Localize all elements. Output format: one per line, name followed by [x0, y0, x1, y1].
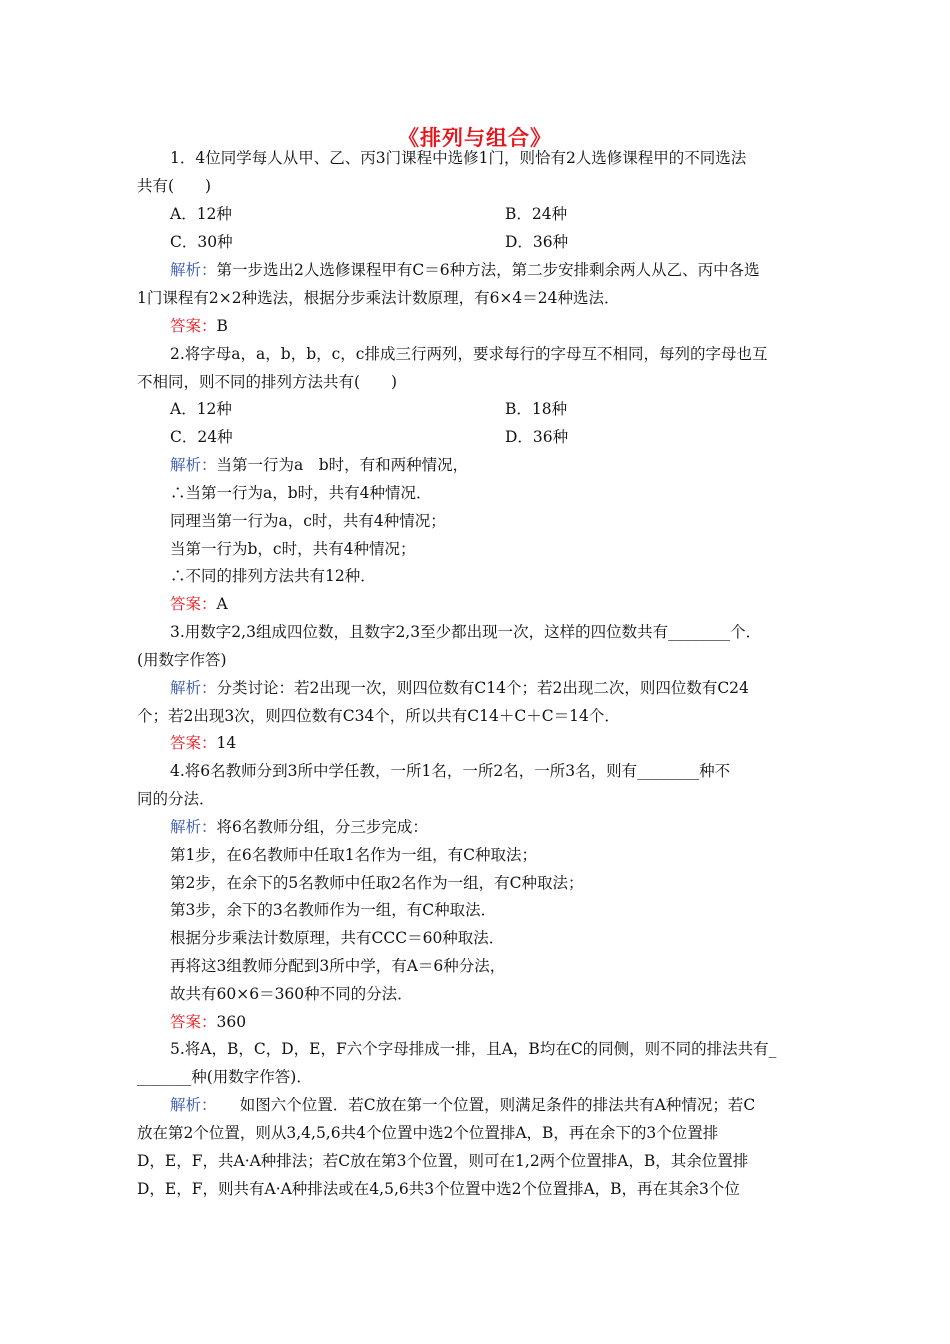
- analysis-text: 第一步选出2人选修课程甲有C＝6种方法，第二步安排剩余两人从乙、丙中各选: [216, 261, 760, 279]
- q2-stem-line-1: 2.将字母a，a，b，b，c，c排成三行两列，要求每行的字母互不相同，每列的字母也互: [170, 345, 768, 363]
- analysis-text: 将6名教师分组，分三步完成：: [216, 818, 428, 836]
- q2-analysis-line-3: 同理当第一行为a，c时，共有4种情况；: [170, 512, 446, 530]
- q2-analysis-line-1: [170, 455, 468, 475]
- q5-analysis-line-2: 放在第2个位置，则从3,4,5,6共4个位置中选2个位置排A，B，再在余下的3个位置排: [137, 1124, 719, 1142]
- q1-option-d: D．36种: [505, 233, 569, 251]
- analysis-label: 解析：: [170, 679, 217, 697]
- analysis-text: 如图六个位置．若C放在第一个位置，则满足条件的排法共有A种情况；若C: [208, 1096, 756, 1114]
- q2-option-d: D．36种: [505, 428, 569, 446]
- q4-analysis-line-6: 再将这3组教师分配到3所中学，有A＝6种分法，: [170, 957, 506, 975]
- analysis-label: 解析：: [170, 261, 217, 279]
- q5-analysis-line-3: D，E，F，共A·A种排法；若C放在第3个位置，则可在1,2两个位置排A，B，其余位置排: [137, 1152, 749, 1170]
- q3-analysis-line-1: [170, 678, 749, 698]
- page-title: 《排列与组合》: [398, 125, 552, 150]
- q5-analysis-line-4: D，E，F，则共有A·A种排法或在4,5,6共3个位置中选2个位置排A，B，再在其余3个位: [137, 1180, 740, 1198]
- q2-option-a: A．12种: [170, 400, 232, 418]
- analysis-label: 解析：: [170, 456, 217, 474]
- q4-analysis-line-7: 故共有60×6＝360种不同的分法．: [170, 985, 413, 1003]
- q2-answer: [170, 594, 228, 614]
- analysis-label: 解析：: [170, 1096, 209, 1114]
- q4-stem-line-2: 同的分法．: [137, 790, 215, 808]
- q2-option-b: B．18种: [505, 400, 568, 418]
- q3-answer: [170, 733, 236, 753]
- answer-label: 答案：: [170, 595, 217, 613]
- analysis-text: 分类讨论：若2出现一次，则四位数有C14个；若2出现二次，则四位数有C24: [216, 679, 749, 697]
- q1-stem-line-2: 共有( ): [137, 177, 212, 195]
- q2-stem-line-2: 不相同，则不同的排列方法共有( ): [137, 373, 398, 391]
- q4-analysis-line-2: 第1步，在6名教师中任取1名作为一组，有C种取法；: [170, 846, 537, 864]
- q4-analysis-line-1: [170, 817, 428, 837]
- q1-option-c: C．30种: [170, 233, 233, 251]
- answer-value: 360: [216, 1013, 247, 1031]
- q1-analysis-line-1: [170, 260, 760, 280]
- answer-value: B: [216, 317, 228, 335]
- q2-analysis-line-4: 当第一行为b，c时，共有4种情况；: [170, 540, 416, 558]
- answer-label: 答案：: [170, 1013, 217, 1031]
- q4-analysis-line-4: 第3步，余下的3名教师作为一组，有C种取法．: [170, 901, 497, 919]
- q4-answer: [170, 1012, 246, 1032]
- q2-analysis-line-2: ∴当第一行为a，b时，共有4种情况．: [170, 484, 432, 502]
- q1-option-b: B．24种: [505, 205, 568, 223]
- analysis-label: 解析：: [170, 818, 217, 836]
- q4-analysis-line-3: 第2步，在余下的5名教师中任取2名作为一组，有C种取法；: [170, 874, 584, 892]
- answer-value: A: [216, 595, 228, 613]
- q1-option-a: A．12种: [170, 205, 232, 223]
- q2-option-c: C．24种: [170, 428, 233, 446]
- q5-analysis-line-1: [170, 1095, 755, 1115]
- q5-stem-line-1: 5.将A，B，C，D，E，F六个字母排成一排，且A，B均在C的同侧，则不同的排法共有_: [170, 1040, 777, 1058]
- analysis-text: 当第一行为a b时，有和两种情况，: [216, 456, 469, 474]
- q2-analysis-line-5: ∴不同的排列方法共有12种．: [170, 567, 376, 585]
- q5-stem-line-2: _______种(用数字作答)．: [137, 1068, 312, 1086]
- q4-analysis-line-5: 根据分步乘法计数原理，共有CCC＝60种取法．: [170, 929, 505, 947]
- q3-stem-line-2: (用数字作答): [137, 651, 227, 669]
- q3-stem-line-1: 3.用数字2,3组成四位数，且数字2,3至少都出现一次，这样的四位数共有________个．: [170, 623, 762, 641]
- q1-analysis-line-2: 1门课程有2×2种选法，根据分步乘法计数原理，有6×4＝24种选法．: [137, 289, 620, 307]
- q4-stem-line-1: 4.将6名教师分到3所中学任教，一所1名，一所2名，一所3名，则有________种不: [170, 762, 731, 780]
- answer-label: 答案：: [170, 734, 217, 752]
- q1-answer: [170, 316, 228, 336]
- q3-analysis-line-2: 个；若2出现3次，则四位数有C34个，所以共有C14＋C＋C＝14个．: [137, 707, 620, 725]
- answer-label: 答案：: [170, 317, 217, 335]
- q1-stem-line-1: 1．4位同学每人从甲、乙、丙3门课程中选修1门，则恰有2人选修课程甲的不同选法: [170, 149, 747, 167]
- answer-value: 14: [216, 734, 237, 752]
